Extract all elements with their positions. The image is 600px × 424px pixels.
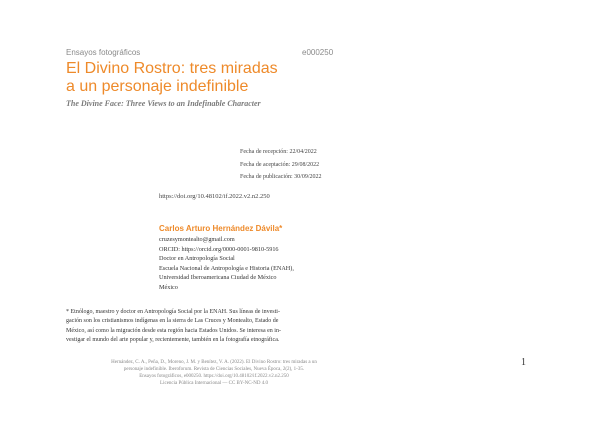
- published-date: Fecha de publicación: 30/09/2022: [240, 174, 322, 180]
- accepted-date: Fecha de aceptación: 29/08/2022: [240, 161, 320, 168]
- title-line-2: a un personaje indefinible: [66, 78, 249, 95]
- author-institution-2: Universidad Iberoamericana Ciudad de México: [159, 274, 277, 282]
- footnote-line: México, así como la migración desde esta región hacia Estados Unidos. Se interesa en in-: [66, 327, 281, 334]
- footnote-line: gación son los cristianismos indígenas en la sierra de Las Cruces y Montealto, Estado de: [66, 318, 279, 325]
- author-affiliation: [159, 235, 294, 293]
- citation-line[interactable]: Ensayos fotográficos, e000250. https://doi.org/10.48102/if.2022.v2.n2.250: [139, 374, 289, 379]
- license-line: Licencia Pública Internacional — CC BY-NC-ND 4.0: [160, 381, 268, 386]
- footnote-line: vestigar el mundo del arte popular y, recientemente, también en la fotografía etnográfica.: [66, 337, 280, 344]
- footnote-line: * Etnólogo, maestro y doctor en Antropología Social por la ENAH. Sus líneas de investi-: [66, 309, 280, 315]
- article-code: e000250: [302, 48, 334, 57]
- section-label: Ensayos fotográficos: [66, 48, 141, 57]
- publication-dates: [240, 146, 321, 184]
- doi-link[interactable]: https://doi.org/10.48102/if.2022.v2.n2.250: [159, 193, 270, 200]
- author-degree: Doctor en Antropología Social: [159, 255, 235, 263]
- title-line-1: El Divino Rostro: tres miradas: [66, 60, 278, 77]
- author-email[interactable]: cruzesymontealto@gmail.com: [159, 236, 235, 243]
- article-title: [66, 60, 366, 96]
- citation-line: Hernández, C. A., Peña, D., Moreno, J. M. y Benítez, V. A. (2022). El Divino Rostro: tres miradas a un: [111, 360, 317, 365]
- author-footnote: [66, 308, 352, 346]
- author-orcid[interactable]: ORCID: https://orcid.org/0000-0001-9810-5916: [159, 245, 279, 253]
- author-name: Carlos Arturo Hernández Dávila*: [159, 224, 283, 233]
- citation-block: [66, 359, 362, 387]
- author-country: México: [159, 283, 178, 291]
- article-subtitle: The Divine Face: Three Views to an Indefinable Character: [66, 99, 261, 108]
- author-institution-1: Escuela Nacional de Antropología e Historia (ENAH),: [159, 264, 294, 272]
- received-date: Fecha de recepción: 22/04/2022: [240, 149, 317, 155]
- page-number: 1: [521, 357, 526, 368]
- citation-line: personaje indefinible. Iberoforum. Revista de Ciencias Sociales, Nueva Época, 2(2), 1-35.: [123, 367, 305, 372]
